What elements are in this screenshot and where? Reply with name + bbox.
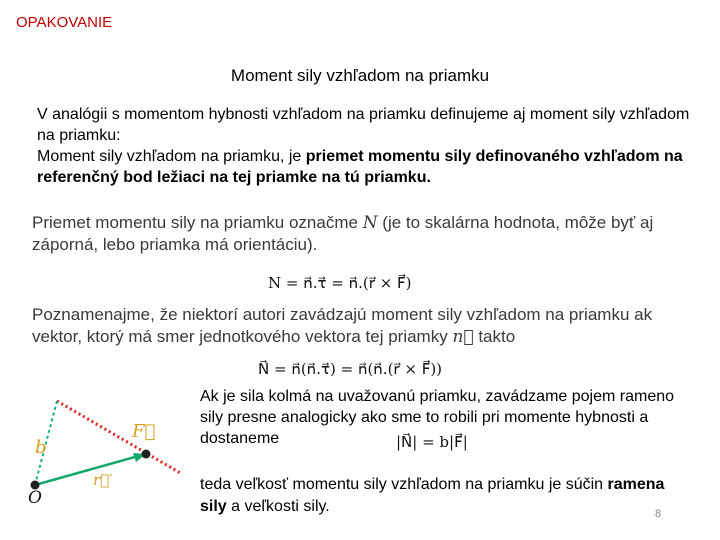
force-label: F⃗ <box>132 421 156 442</box>
section-tag: OPAKOVANIE <box>16 14 113 31</box>
position-vector-label: r⃗′ <box>93 471 113 489</box>
origin-label: O <box>28 488 42 505</box>
page-number: 8 <box>655 508 662 520</box>
position-vector <box>35 455 142 485</box>
paragraph-vector-definition <box>32 304 692 348</box>
lever-arm-label: b <box>35 437 47 458</box>
perpendicular-force-paragraph: Ak je sila kolmá na uvažovanú priamku, zavádzame pojem rameno sily presne analogicky ako sme to robili pri momente hybnosti a dostaneme <box>200 388 675 447</box>
conclusion-text-b: a veľkosti sily. <box>226 498 330 515</box>
conclusion-bold: ramena sily <box>200 476 665 515</box>
force-application-point <box>142 450 151 459</box>
conclusion-paragraph <box>200 474 670 518</box>
para1-text-b: (je to skalárna hodnota, môže byť aj záporná, lebo priamka má orientáciu). <box>32 213 654 254</box>
formula-vector-moment: N⃗ = n⃗(n⃗.τ⃗) = n⃗(n⃗.(r⃗ × F⃗)) <box>258 360 443 378</box>
formula-scalar-moment: N = n⃗.τ⃗ = n⃗.(r⃗ × F⃗) <box>268 274 412 292</box>
para2-text-b: takto <box>473 327 516 346</box>
slide-title: Moment sily vzhľadom na priamku <box>230 66 490 85</box>
conclusion-text-a: teda veľkosť momentu sily vzhľadom na priamku je súčin <box>200 476 608 493</box>
para2-symbol: n⃗ <box>452 327 474 347</box>
formula-magnitude: |N⃗| = b|F⃗| <box>396 433 468 451</box>
para1-text-a: Priemet momentu sily na priamku označme <box>32 213 363 232</box>
intro-line-2: Moment sily vzhľadom na priamku, je <box>37 148 306 165</box>
force-diagram <box>20 395 195 505</box>
intro-line-1: V analógii s momentom hybnosti vzhľadom na priamku definujeme aj moment sily vzhľadom na priamku: <box>37 106 690 144</box>
para2-text-a: Poznamenajme, že niektorí autori zavádzajú moment sily vzhľadom na priamku ak vektor, ktorý má smer jednotkového vektora tej priamky <box>32 305 653 346</box>
intro-paragraph <box>37 104 697 188</box>
paragraph-projection <box>32 212 692 256</box>
force-line <box>57 401 182 474</box>
intro-line-2-bold: priemet momentu sily definovaného vzhľadom na referenčný bod ležiaci na tej priamke na tú priamku. <box>37 148 683 186</box>
para1-symbol: N <box>362 213 378 233</box>
